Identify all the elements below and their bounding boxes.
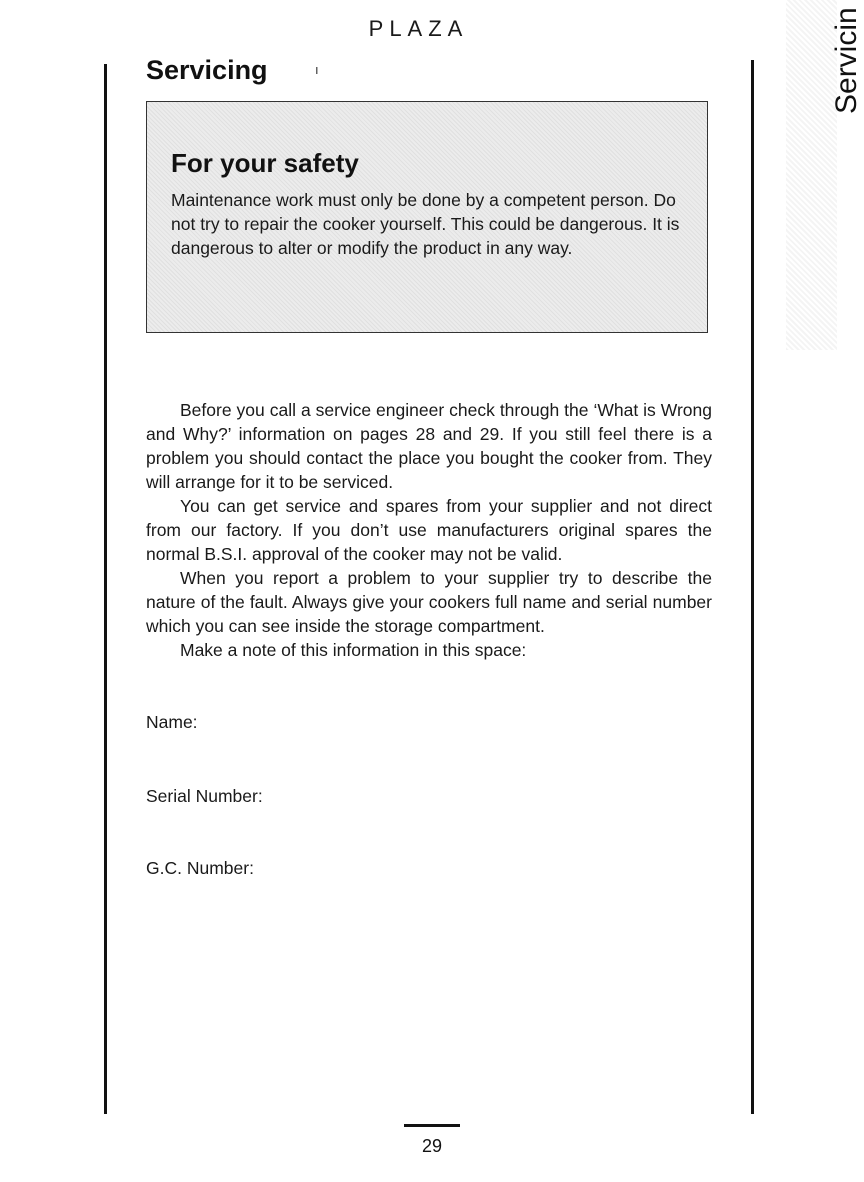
margin-mark: ı xyxy=(315,62,319,77)
servicing-instructions xyxy=(146,398,712,662)
paragraph: When you report a problem to your supplier try to describe the nature of the fault. Always give your cookers full name and serial number which you can see inside the storage compartment. xyxy=(146,568,712,636)
paragraph: Before you call a service engineer check through the ‘What is Wrong and Why?’ information on pages 28 and 29. If you still feel there is a problem you should contact the place you bought the cooker from. They will arrange for it to be serviced. xyxy=(146,400,712,492)
right-margin-rule xyxy=(751,60,754,1114)
serial-number-field-label: Serial Number: xyxy=(146,786,263,806)
footer-rule xyxy=(404,1124,460,1127)
left-margin-rule xyxy=(104,64,107,1114)
page-title: Servicing xyxy=(146,55,268,85)
paragraph: You can get service and spares from your supplier and not direct from our factory. If you don’t use manufacturers original spares the normal B.S.I. approval of the cooker may not be valid. xyxy=(146,496,712,564)
safety-notice-box xyxy=(146,101,708,333)
safety-text: Maintenance work must only be done by a competent person. Do not try to repair the cooker yourself. This could be dangerous. It is dangerous to alter or modify the product in any way. xyxy=(171,190,680,258)
page-number: 29 xyxy=(421,1136,443,1156)
gc-number-field-label: G.C. Number: xyxy=(146,858,254,878)
safety-title: For your safety xyxy=(171,148,359,178)
section-tab-label: Servicin xyxy=(830,7,863,114)
brand-header: PLAZA xyxy=(368,16,469,41)
name-field-label: Name: xyxy=(146,712,198,732)
paragraph: Make a note of this information in this space: xyxy=(180,640,527,660)
